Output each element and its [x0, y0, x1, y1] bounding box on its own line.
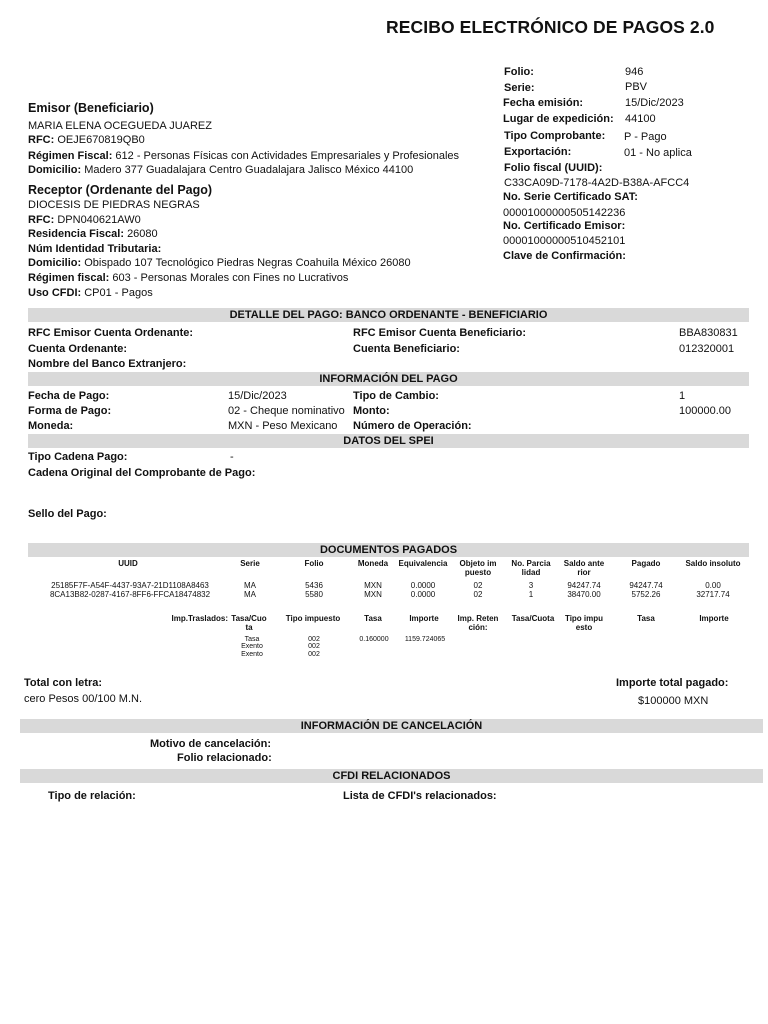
emisor-regimen: 612 - Personas Físicas con Actividades Empresariales y Profesionales [115, 150, 460, 162]
emisor-domicilio-label: Domicilio: [28, 164, 82, 176]
col-header-serie: Serie [240, 559, 260, 568]
col-header-moneda: Moneda [357, 559, 389, 568]
banco-extranjero-label: Nombre del Banco Extranjero: [28, 358, 187, 370]
row1-uuid: 25185F7F-A54F-4437-93A7-21D1108A8463 [51, 581, 209, 590]
col-header-folio: Folio [304, 559, 324, 568]
tipo-cadena-label: Tipo Cadena Pago: [28, 451, 128, 463]
emisor-rfc-label: RFC: [28, 134, 55, 146]
row2-uuid: 8CA13B82-0287-4167-8FF6-FFCA18474832 [49, 590, 211, 599]
row2-folio: 5580 [305, 590, 323, 599]
row1-serie: MA [244, 581, 256, 590]
exportacion-value: 01 - No aplica [624, 147, 692, 159]
row1-saldo-insoluto: 0.00 [705, 581, 721, 590]
cuenta-beneficiario-label: Cuenta Beneficiario: [353, 343, 460, 355]
emisor-cert-value: 00001000000510452101 [503, 235, 626, 247]
lugar-expedicion-value: 44100 [625, 113, 656, 125]
tipo-comprobante-label: Tipo Comprobante: [504, 130, 606, 142]
tipo-cambio-label: Tipo de Cambio: [353, 390, 439, 402]
monto-value: 100000.00 [679, 405, 731, 417]
document-title: RECIBO ELECTRÓNICO DE PAGOS 2.0 [386, 17, 715, 37]
folio-value: 946 [625, 66, 644, 78]
tipo-comprobante-value: P - Pago [624, 131, 667, 143]
sello-pago-label: Sello del Pago: [28, 508, 107, 520]
row1-saldo-anterior: 94247.74 [567, 581, 601, 590]
forma-pago-label: Forma de Pago: [28, 405, 112, 417]
imp-ret-tasa-cuota-header: Tasa/Cuota [511, 614, 555, 623]
tipo-cambio-value: 1 [679, 390, 686, 402]
cancelacion-bar: INFORMACIÓN DE CANCELACIÓN [20, 719, 763, 733]
total-letra-value: cero Pesos 00/100 M.N. [24, 693, 143, 705]
folio-relacionado-label: Folio relacionado: [177, 752, 272, 764]
sat-cert-label: No. Serie Certificado SAT: [503, 191, 638, 203]
receptor-heading: Receptor (Ordenante del Pago) [28, 183, 213, 197]
imp-tasa-header: Tasa [364, 614, 382, 623]
fecha-pago-label: Fecha de Pago: [28, 390, 110, 402]
uuid-label: Folio fiscal (UUID): [504, 162, 603, 174]
imp-row1-importe: 1159.724065 [404, 636, 446, 643]
tipo-relacion-label: Tipo de relación: [48, 790, 136, 802]
emisor-cert-label: No. Certificado Emisor: [503, 220, 626, 232]
col-header-parcialidad: No. Parcia lidad [511, 559, 551, 577]
receptor-rfc: DPN040621AW0 [57, 214, 141, 226]
fecha-emision-value: 15/Dic/2023 [625, 97, 684, 109]
row2-saldo-anterior: 38470.00 [567, 590, 601, 599]
col-header-saldo-insoluto: Saldo insoluto [685, 559, 741, 568]
documentos-pagados-bar: DOCUMENTOS PAGADOS [28, 543, 749, 557]
receptor-rfc-label: RFC: [28, 214, 55, 226]
emisor-regimen-label: Régimen Fiscal: [28, 150, 113, 162]
cuenta-beneficiario-value: 012320001 [679, 343, 735, 355]
receptor-num-id-label: Núm Identidad Tributaria: [28, 243, 162, 255]
exportacion-label: Exportación: [504, 146, 572, 158]
spei-bar: DATOS DEL SPEI [28, 434, 749, 448]
receptor-residencia: 26080 [127, 228, 158, 240]
total-letra-label: Total con letra: [24, 677, 103, 689]
imp-row2-tipo: 002 [308, 643, 320, 650]
row1-objeto: 02 [473, 581, 483, 590]
row1-equivalencia: 0.0000 [410, 581, 436, 590]
receptor-residencia-label: Residencia Fiscal: [28, 228, 124, 240]
rfc-beneficiario-value: BBA830831 [679, 327, 738, 339]
row2-moneda: MXN [364, 590, 382, 599]
emisor-rfc: OEJE670819QB0 [57, 134, 145, 146]
imp-ret-tipo-header: Tipo impu esto [564, 614, 604, 632]
confirmacion-label: Clave de Confirmación: [503, 250, 626, 262]
emisor-name: MARIA ELENA OCEGUEDA JUAREZ [28, 120, 212, 132]
imp-row1-tasa: Tasa [244, 636, 260, 643]
receptor-uso-label: Uso CFDI: [28, 287, 82, 299]
sat-cert-value: 00001000000505142236 [503, 207, 626, 219]
serie-label: Serie: [504, 82, 535, 94]
moneda-label: Moneda: [28, 420, 74, 432]
row2-parcialidad: 1 [528, 590, 534, 599]
emisor-heading: Emisor (Beneficiario) [28, 101, 154, 115]
lista-cfdi-label: Lista de CFDI's relacionados: [343, 790, 497, 802]
row1-moneda: MXN [364, 581, 382, 590]
info-pago-bar: INFORMACIÓN DEL PAGO [28, 372, 749, 386]
serie-value: PBV [625, 81, 648, 93]
row2-serie: MA [244, 590, 256, 599]
num-operacion-label: Número de Operación: [353, 420, 472, 432]
uuid-value: C33CA09D-7178-4A2D-B38A-AFCC4 [504, 177, 690, 189]
imp-row3-tasa: Exento [241, 651, 263, 658]
cfdi-relacionados-bar: CFDI RELACIONADOS [20, 769, 763, 783]
imp-row1-tipo: 002 [308, 636, 320, 643]
imp-row1-tasa-valor: 0.160000 [359, 636, 389, 643]
moneda-value: MXN - Peso Mexicano [228, 420, 338, 432]
imp-tasa-cuota-header: Tasa/Cuo ta [231, 614, 267, 632]
fecha-pago-value: 15/Dic/2023 [228, 390, 287, 402]
detalle-pago-bar: DETALLE DEL PAGO: BANCO ORDENANTE - BENEFICIARIO [28, 308, 749, 322]
imp-row3-tipo: 002 [308, 651, 320, 658]
imp-ret-importe-header: Importe [699, 614, 729, 623]
imp-ret-tasa-header: Tasa [637, 614, 655, 623]
receptor-domicilio: Obispado 107 Tecnológico Piedras Negras Coahuila México 26080 [84, 257, 411, 269]
imp-row2-tasa: Exento [241, 643, 263, 650]
receptor-domicilio-label: Domicilio: [28, 257, 82, 269]
row2-equivalencia: 0.0000 [410, 590, 436, 599]
col-header-objeto-impuesto: Objeto im puesto [459, 559, 497, 577]
row1-parcialidad: 3 [528, 581, 534, 590]
monto-label: Monto: [353, 405, 390, 417]
col-header-saldo-anterior: Saldo ante rior [563, 559, 605, 577]
importe-total-label: Importe total pagado: [616, 677, 729, 689]
row1-folio: 5436 [305, 581, 323, 590]
row1-pagado: 94247.74 [629, 581, 663, 590]
importe-total-value: $100000 MXN [638, 695, 709, 707]
motivo-cancelacion-label: Motivo de cancelación: [150, 738, 272, 750]
receptor-regimen-label: Régimen fiscal: [28, 272, 110, 284]
imp-tipo-impuesto-header: Tipo impuesto [285, 614, 341, 623]
row2-pagado: 5752.26 [631, 590, 661, 599]
forma-pago-value: 02 - Cheque nominativo [228, 405, 345, 417]
col-header-uuid: UUID [118, 559, 138, 568]
receptor-uso: CP01 - Pagos [84, 287, 153, 299]
col-header-pagado: Pagado [631, 559, 661, 568]
cuenta-ordenante-label: Cuenta Ordenante: [28, 343, 128, 355]
receptor-regimen: 603 - Personas Morales con Fines no Lucrativos [112, 272, 349, 284]
receptor-name: DIOCESIS DE PIEDRAS NEGRAS [28, 199, 200, 211]
rfc-ordenante-label: RFC Emisor Cuenta Ordenante: [28, 327, 194, 339]
fecha-emision-label: Fecha emisión: [503, 97, 584, 109]
lugar-expedicion-label: Lugar de expedición: [503, 113, 614, 125]
imp-importe-header: Importe [409, 614, 439, 623]
imp-retencion-header: Imp. Reten ción: [457, 614, 499, 632]
row2-objeto: 02 [473, 590, 483, 599]
imp-traslados-label: Imp.Traslados: [171, 614, 228, 623]
tipo-cadena-value: - [230, 451, 234, 463]
row2-saldo-insoluto: 32717.74 [696, 590, 730, 599]
cadena-original-label: Cadena Original del Comprobante de Pago: [28, 467, 256, 479]
col-header-equivalencia: Equivalencia [398, 559, 448, 568]
folio-label: Folio: [504, 66, 534, 78]
rfc-beneficiario-label: RFC Emisor Cuenta Beneficiario: [353, 327, 526, 339]
emisor-domicilio: Madero 377 Guadalajara Centro Guadalajara Jalisco México 44100 [84, 164, 414, 176]
